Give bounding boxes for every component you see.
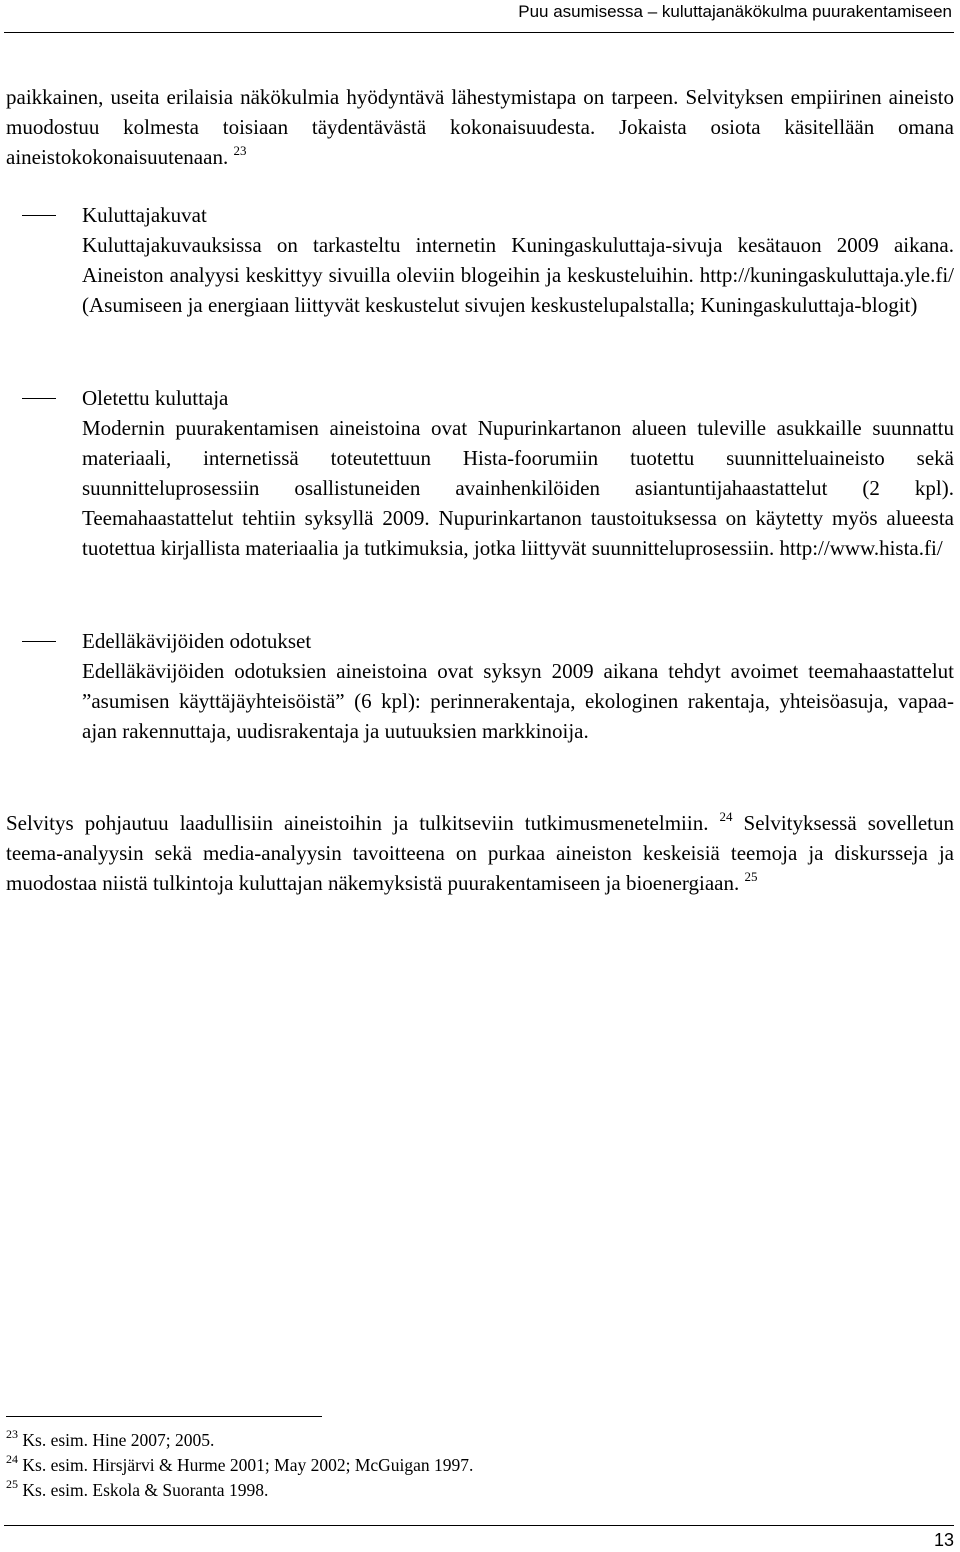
section-heading: Kuluttajakuvat — [82, 203, 207, 227]
running-head: Puu asumisessa – kuluttajanäkökulma puurakentamiseen — [518, 2, 952, 21]
dash-bullet — [22, 398, 56, 399]
footnote-ref-24: 24 — [719, 809, 733, 824]
footnote-number: 23 — [6, 1427, 18, 1441]
footnote-number: 25 — [6, 1477, 18, 1491]
dash-bullet — [22, 215, 56, 216]
footnotes — [6, 1428, 473, 1503]
footnote-ref-25: 25 — [744, 869, 758, 884]
intro-paragraph — [6, 82, 954, 172]
final-text-1: Selvitys pohjautuu laadullisiin aineistoihin ja tulkitseviin tutkimusmenetelmiin. — [6, 811, 709, 835]
page-number: 13 — [933, 1530, 954, 1550]
footnote-24 — [6, 1453, 473, 1478]
footnote-text: Ks. esim. Hirsjärvi & Hurme 2001; May 2002; McGuigan 1997. — [22, 1455, 474, 1475]
intro-text: paikkainen, useita erilaisia näkökulmia hyödyntävä lähestymistapa on tarpeen. Selvityksen empiirinen aineisto muodostuu kolmesta toisiaan täydentävästä kokonaisuudesta. Jokaista osiota käsitellään omana aineistokokonaisuutenaan. — [6, 85, 954, 169]
footnote-ref-23: 23 — [233, 143, 247, 158]
final-text-2: Selvityksessä sovelletun teema-analyysin sekä media-analyysin tavoitteena on purkaa aineiston keskeisiä teemoja ja diskursseja ja muodostaa niistä tulkintoja kuluttajan näkemyksistä puurakentamiseen ja bioenergiaan. — [6, 811, 955, 895]
section-text: Edelläkävijöiden odotuksien aineistoina ovat syksyn 2009 aikana tehdyt avoimet teemahaastattelut ”asumisen käyttäjäyhteisöistä” (6 kpl): perinnerakentaja, ekologinen rakentaja, yhteisöasuja, vapaa-ajan rakennuttaja, uudisrakentaja ja uutuuksien markkinoija. — [82, 659, 954, 743]
final-paragraph — [6, 808, 954, 898]
section-heading: Edelläkävijöiden odotukset — [82, 629, 312, 653]
footnote-text: Ks. esim. Hine 2007; 2005. — [22, 1430, 215, 1450]
footnote-text: Ks. esim. Eskola & Suoranta 1998. — [22, 1480, 269, 1500]
section-text: Kuluttajakuvauksissa on tarkasteltu internetin Kuningaskuluttaja-sivuja kesätauon 2009 aikana. Aineiston analyysi keskittyy sivuilla oleviin blogeihin ja keskusteluihin. http://kuningaskuluttaja.yle.fi/ (Asumiseen ja energiaan liittyvät keskustelut sivujen keskustelupalstalla; Kuningaskuluttaja-blogit) — [82, 233, 954, 317]
section-text: Modernin puurakentamisen aineistoina ovat Nupurinkartanon alueen tuleville asukkaille suunnattu materiaali, internetissä toteutettuun Hista-foorumiin tuotettu suunnitteluaineisto sekä suunnitteluprosessiin osallistuneiden avainhenkilöiden asiantuntijahaastattelut (2 kpl). Teemahaastattelut tehtiin syksyllä 2009. Nupurinkartanon taustoituksessa on käytetty myös alueesta tuotettua kirjallista materiaalia ja tutkimuksia, jotka liittyvät suunnitteluprosessiin. http://www.hista.fi/ — [82, 416, 954, 560]
header-rule — [4, 32, 954, 33]
footnote-23 — [6, 1428, 473, 1453]
footnote-rule — [6, 1416, 322, 1417]
dash-bullet — [22, 641, 56, 642]
footnote-number: 24 — [6, 1452, 18, 1466]
footer-rule — [4, 1525, 954, 1526]
section-heading: Oletettu kuluttaja — [82, 386, 229, 410]
footnote-25 — [6, 1478, 473, 1503]
